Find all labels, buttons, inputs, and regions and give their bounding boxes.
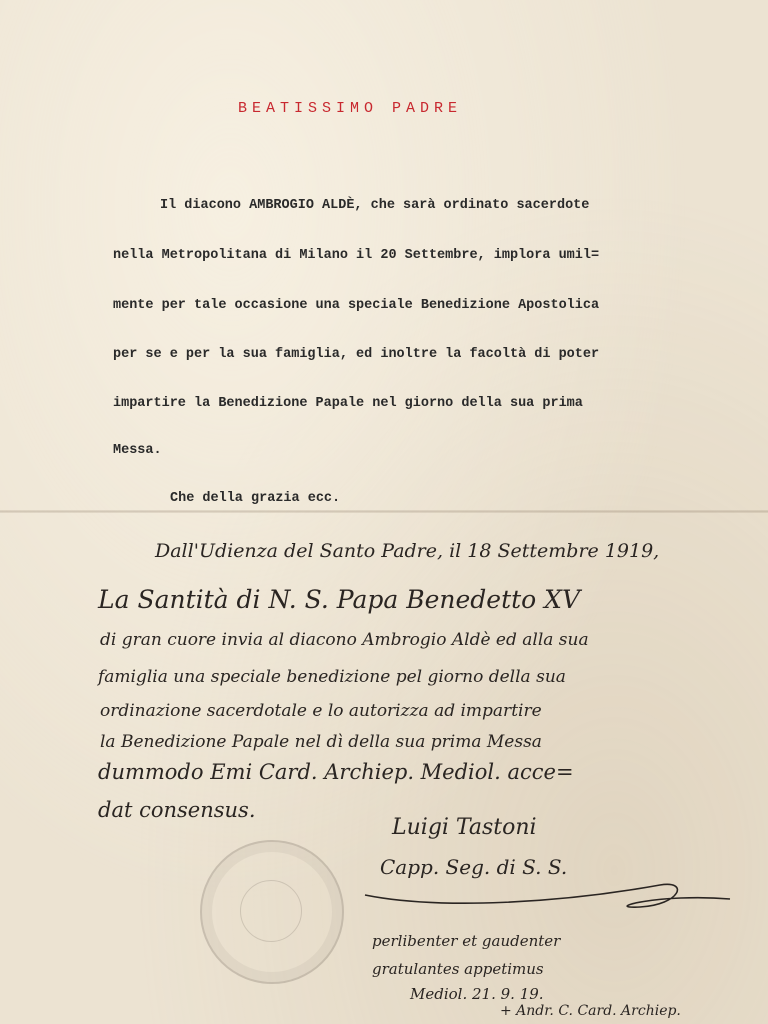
petition-line-2: nella Metropolitana di Milano il 20 Settembre, implora umil=	[113, 248, 600, 263]
signature-name: Luigi Tastoni	[392, 815, 537, 840]
rescript-line-4: ordinazione sacerdotale e lo autorizza ad impartire	[100, 701, 542, 721]
rescript-line-2: di gran cuore invia al diacono Ambrogio Aldè ed alla sua	[100, 630, 589, 650]
rescript-line-1: La Santità di N. S. Papa Benedetto XV	[98, 585, 581, 614]
signature-flourish-icon	[360, 855, 740, 915]
embossed-seal	[200, 840, 344, 984]
petition-line-4: per se e per la sua famiglia, ed inoltre la facoltà di poter	[113, 347, 600, 362]
rescript-line-5: la Benedizione Papale nel dì della sua prima Messa	[100, 732, 542, 752]
rescript-line-3: famiglia una speciale benedizione pel giorno della sua	[98, 667, 566, 687]
signature-title: Capp. Seg. di S. S.	[380, 855, 568, 879]
petition-line-5: impartire la Benedizione Papale nel giorno della sua prima	[113, 396, 583, 411]
paper-fold-line	[0, 510, 768, 513]
endorsement-signature: + Andr. C. Card. Archiep.	[500, 1003, 681, 1019]
petition-closing: Che della grazia ecc.	[170, 491, 341, 506]
petition-line-1: Il diacono AMBROGIO ALDÈ, che sarà ordinato sacerdote	[160, 198, 590, 213]
endorsement-line-3: Mediol. 21. 9. 19.	[410, 985, 544, 1003]
rescript-line-6: dummodo Emi Card. Archiep. Mediol. acce=	[98, 760, 574, 784]
rescript-date-line: Dall'Udienza del Santo Padre, il 18 Settembre 1919,	[155, 540, 660, 562]
rescript-line-7: dat consensus.	[98, 798, 256, 822]
endorsement-line-1: perlibenter et gaudenter	[372, 932, 561, 950]
petition-line-6: Messa.	[113, 443, 162, 458]
endorsement-line-2: gratulantes appetimus	[372, 960, 544, 978]
salutation: BEATISSIMO PADRE	[237, 100, 463, 117]
petition-line-3: mente per tale occasione una speciale Benedizione Apostolica	[113, 298, 600, 313]
